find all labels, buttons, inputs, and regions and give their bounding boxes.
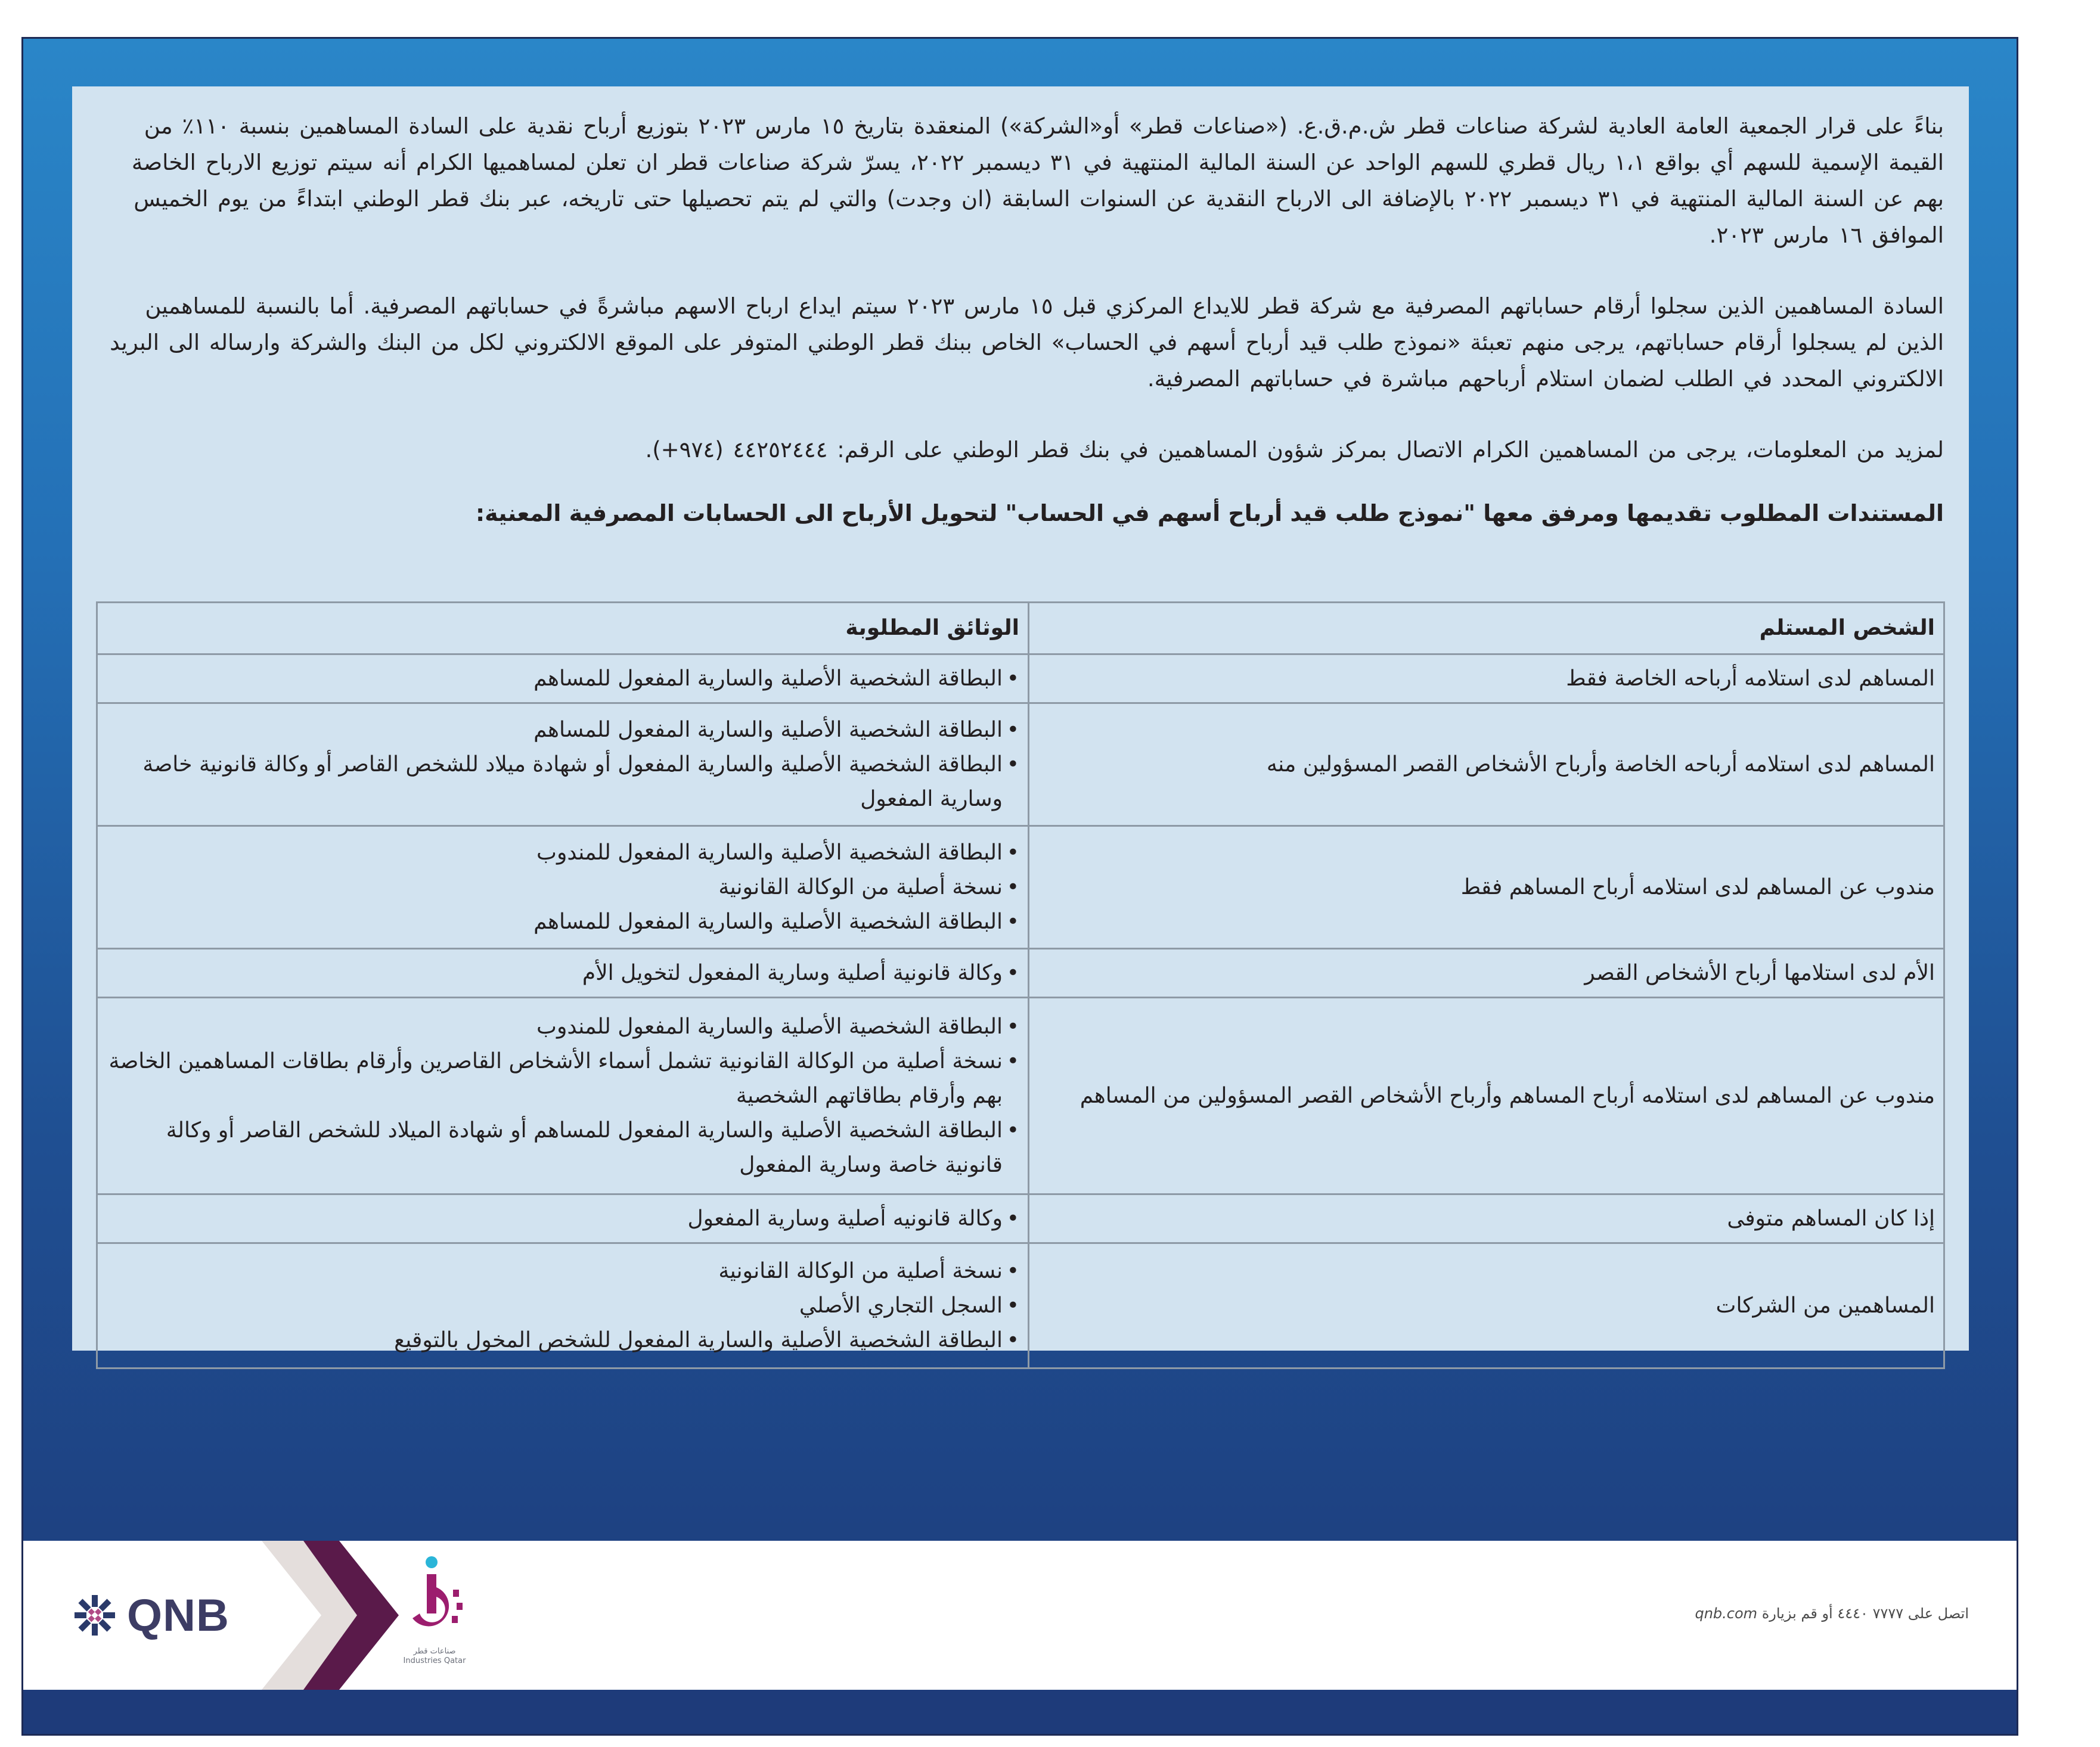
table-header-row <box>97 603 1944 654</box>
document-item: • نسخة أصلية من الوكالة القانونية <box>106 870 1019 905</box>
recipient-cell: المساهم لدى استلامه أرباحه الخاصة فقط <box>1029 654 1944 703</box>
documents-cell <box>97 826 1029 949</box>
recipient-cell: مندوب عن المساهم لدى استلامه أرباح المساهم وأرباح الأشخاص القصر المسؤولين من المساهم <box>1029 998 1944 1194</box>
documents-cell <box>97 654 1029 703</box>
dividend-paragraph: بناءً على قرار الجمعية العامة العادية لشركة صناعات قطر ش.م.ق.ع. («صناعات قطر» أو«الشركة») المنعقدة بتاريخ ١٥ مارس ٢٠٢٣ بتوزيع أرباح نقدية على السادة المساهمين بنسبة ١١٠٪ من القيمة الإسمية للسهم أي بواقع ١،١ ريال قطري للسهم الواحد عن السنة المالية المنتهية في ٣١ ديسمبر ٢٠٢٢، يسرّ شركة صناعات قطر ان تعلن لمساهميها الكرام أنه سيتم توزيع الارباح الخاصة بهم عن السنة المالية المنتهية في ٣١ ديسمبر ٢٠٢٢ بالإضافة الى الارباح النقدية عن السنوات السابقة (ان وجدت) والتي لم يتم تحصيلها حتى تاريخه، عبر بنك قطر الوطني ابتداءً من يوم الخميس الموافق ١٦ مارس ٢٠٢٣. <box>131 113 1944 248</box>
documents-table <box>96 601 1945 1369</box>
documents-cell <box>97 703 1029 826</box>
documents-cell <box>97 949 1029 998</box>
documents-cell <box>97 1194 1029 1243</box>
document-item: • البطاقة الشخصية الأصلية والسارية المفعول للشخص المخول بالتوقيع <box>106 1323 1019 1358</box>
table-row <box>97 998 1944 1194</box>
announcement-panel <box>72 86 1969 1351</box>
document-item: • نسخة أصلية من الوكالة القانونية <box>106 1254 1019 1289</box>
advertisement-frame <box>21 37 2018 1736</box>
recipient-cell: مندوب عن المساهم لدى استلامه أرباح المساهم فقط <box>1029 826 1944 949</box>
documents-cell <box>97 1243 1029 1369</box>
document-item: • وكالة قانونيه أصلية وسارية المفعول <box>106 1202 1019 1236</box>
bank-account-paragraph: السادة المساهمين الذين سجلوا أرقام حساباتهم المصرفية مع شركة قطر للايداع المركزي قبل ١٥ مارس ٢٠٢٣ سيتم ايداع ارباح الاسهم مباشرةً في حساباتهم المصرفية. أما بالنسبة للمساهمين الذين لم يسجلوا أرقام حساباتهم، يرجى منهم تعبئة «نموذج طلب قيد أرباح أسهم في الحساب» الخاص ببنك قطر الوطني المتوفر على الموقع الالكتروني لكل من البنك والشركة وارساله الى البريد الالكتروني المحدد في الطلب لضمان استلام أرباحهم مباشرة في حساباتهم المصرفية. <box>110 293 1944 392</box>
industries-qatar-english-name: Industries Qatar <box>403 1656 466 1665</box>
header-documents: الوثائق المطلوبة <box>97 603 1029 654</box>
document-item: • البطاقة الشخصية الأصلية والسارية المفعول للمساهم أو شهادة الميلاد للشخص القاصر أو وكالة قانونية خاصة وسارية المفعول <box>106 1113 1019 1183</box>
table-row <box>97 1243 1944 1369</box>
table-row <box>97 654 1944 703</box>
table-row <box>97 703 1944 826</box>
document-item: • نسخة أصلية من الوكالة القانونية تشمل أسماء الأشخاص القاصرين وأرقام بطاقات المساهمين الخاصة بهم وأرقام بطاقاتهم الشخصية <box>106 1044 1019 1113</box>
table-row <box>97 1194 1944 1243</box>
contact-line <box>1695 1605 1969 1622</box>
qnb-star-icon <box>71 1591 119 1639</box>
document-item: • البطاقة الشخصية الأصلية والسارية المفعول للمساهم <box>106 713 1019 747</box>
table-row <box>97 949 1944 998</box>
industries-qatar-emblem <box>402 1554 467 1643</box>
document-item: • السجل التجاري الأصلي <box>106 1289 1019 1323</box>
documents-cell <box>97 998 1029 1194</box>
recipient-cell: إذا كان المساهم متوفى <box>1029 1194 1944 1243</box>
document-item: • البطاقة الشخصية الأصلية والسارية المفعول للمساهم <box>106 662 1019 696</box>
contact-prefix: اتصل على ٧٧٧٧ ٤٤٤٠ أو قم بزيارة <box>1761 1605 1969 1622</box>
header-recipient: الشخص المستلم <box>1029 603 1944 654</box>
footer-bar <box>23 1541 2017 1690</box>
recipient-cell: الأم لدى استلامها أرباح الأشخاص القصر <box>1029 949 1944 998</box>
document-item: • البطاقة الشخصية الأصلية والسارية المفعول للمندوب <box>106 1010 1019 1044</box>
contact-paragraph: لمزيد من المعلومات، يرجى من المساهمين الكرام الاتصال بمركز شؤون المساهمين في بنك قطر الوطني على الرقم: ٤٤٢٥٢٤٤٤ (٩٧٤+). <box>645 437 1944 463</box>
industries-qatar-arabic-name: صناعات قطر <box>413 1647 456 1656</box>
qnb-wordmark: QNB <box>127 1590 229 1641</box>
table-title: المستندات المطلوب تقديمها ومرفق معها "نموذج طلب قيد أرباح أسهم في الحساب" لتحويل الأرباح الى الحسابات المصرفية المعنية: <box>475 500 1944 526</box>
qnb-logo <box>71 1588 250 1642</box>
document-item: • البطاقة الشخصية الأصلية والسارية المفعول للمندوب <box>106 836 1019 870</box>
bottom-band <box>23 1690 2017 1736</box>
document-item: • البطاقة الشخصية الأصلية والسارية المفعول للمساهم <box>106 905 1019 939</box>
document-item: • وكالة قانونية أصلية وسارية المفعول لتخويل الأم <box>106 956 1019 991</box>
industries-qatar-logo <box>387 1554 482 1679</box>
document-item: • البطاقة الشخصية الأصلية والسارية المفعول أو شهادة ميلاد للشخص القاصر أو وكالة قانونية خاصة وسارية المفعول <box>106 747 1019 817</box>
table-row <box>97 826 1944 949</box>
recipient-cell: المساهمين من الشركات <box>1029 1243 1944 1369</box>
website-link[interactable]: qnb.com <box>1695 1605 1758 1622</box>
recipient-cell: المساهم لدى استلامه أرباحه الخاصة وأرباح الأشخاص القصر المسؤولين منه <box>1029 703 1944 826</box>
